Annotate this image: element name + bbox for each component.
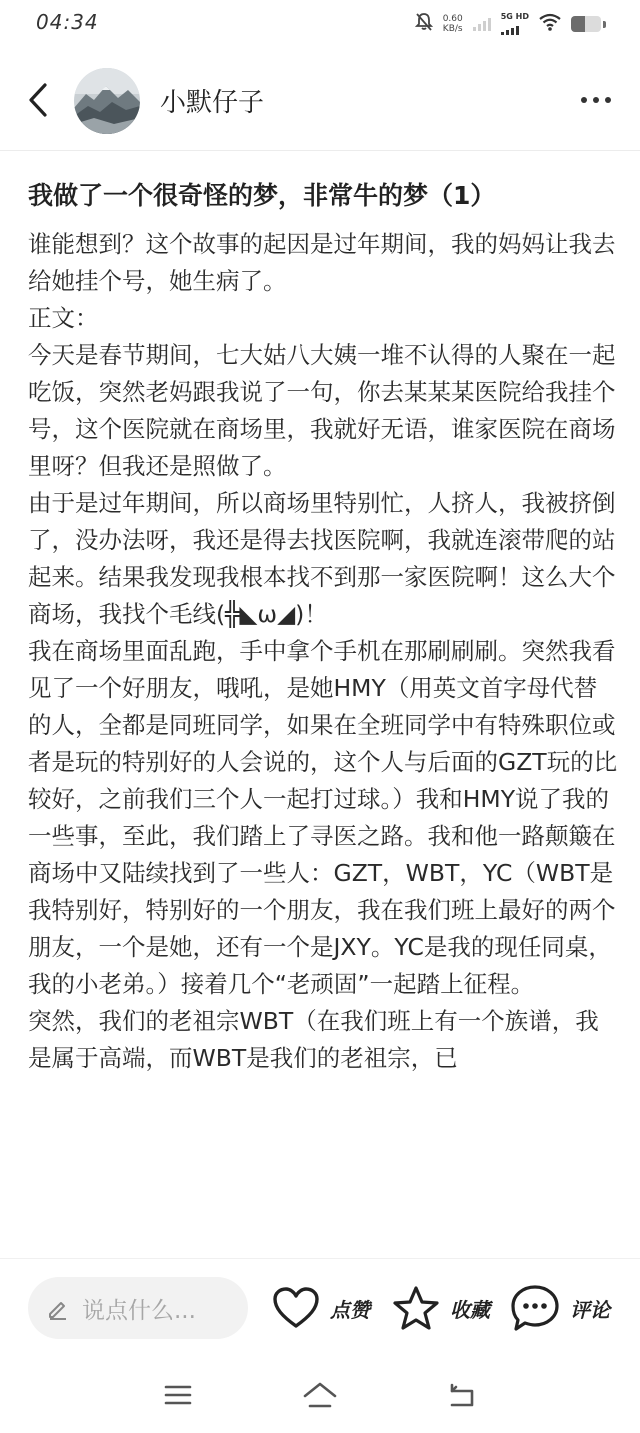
home-icon bbox=[302, 1380, 338, 1410]
return-icon bbox=[446, 1381, 478, 1409]
more-dot-icon bbox=[581, 97, 587, 103]
speech-bubble-icon bbox=[510, 1284, 560, 1332]
status-time: 04:34 bbox=[36, 10, 99, 34]
comment-placeholder: 说点什么... bbox=[82, 1297, 196, 1324]
article-paragraph: 谁能想到？这个故事的起因是过年期间，我的妈妈让我去给她挂个号，她生病了。 bbox=[28, 230, 616, 295]
wifi-icon bbox=[539, 13, 561, 35]
menu-icon bbox=[163, 1383, 193, 1407]
like-button[interactable] bbox=[272, 1283, 370, 1333]
more-dot-icon bbox=[593, 97, 599, 103]
article-paragraph: 我在商场里面乱跑，手中拿个手机在那刷刷刷。突然我看见了一个好朋友，哦吼，是她HMY（用英文首字母代替的人，全都是同班同学，如果在全班同学中有特殊职位或者是玩的特别好的人会说的，这个人与后面的GZT玩的比较好，之前我们三个人一起打过球。）我和HMY说了我的一些事，至此，我们踏上了寻医之路。我和他一路颠簸在商场中又陆续找到了一些人：GZT，WBT，YC（WBT是我特别好，特别好的一个朋友，我在我们班上最好的两个朋友，一个是她，还有一个是JXY。YC是我的现任同桌，我的小老弟。）接着几个“老顽固”一起踏上征程。 bbox=[28, 637, 618, 998]
author-avatar[interactable] bbox=[74, 68, 140, 134]
home-nav-button[interactable] bbox=[300, 1378, 340, 1412]
chevron-left-icon bbox=[27, 82, 49, 118]
header-divider bbox=[0, 150, 640, 151]
action-bar bbox=[0, 1258, 640, 1358]
status-icons bbox=[415, 12, 606, 36]
status-bar bbox=[0, 0, 640, 46]
article-paragraph: 突然，我们的老祖宗WBT（在我们班上有一个族谱，我是属于高端，而WBT是我们的老祖宗，已 bbox=[28, 1007, 599, 1072]
heart-icon bbox=[272, 1286, 320, 1330]
system-nav-bar bbox=[0, 1358, 640, 1433]
author-name[interactable]: 小默仔子 bbox=[160, 88, 265, 118]
signal-5g-icon: 5G HD bbox=[501, 13, 529, 35]
more-options-button[interactable] bbox=[574, 82, 618, 118]
back-button[interactable] bbox=[18, 76, 58, 124]
article-header bbox=[0, 52, 640, 148]
comment-label: 评论 bbox=[570, 1297, 610, 1322]
mute-bell-icon bbox=[415, 12, 433, 36]
comment-button[interactable] bbox=[510, 1283, 610, 1333]
comment-input[interactable] bbox=[28, 1277, 248, 1339]
favorite-button[interactable] bbox=[392, 1283, 490, 1333]
menu-nav-button[interactable] bbox=[158, 1378, 198, 1412]
article-paragraph: 今天是春节期间，七大姑八大姨一堆不认得的人聚在一起吃饭，突然老妈跟我说了一句，你去某某某医院给我挂个号，这个医院就在商场里，我就好无语，谁家医院在商场里呀？但我还是照做了。 bbox=[28, 341, 616, 480]
network-speed: 0.60 KB/s bbox=[442, 14, 463, 34]
article-paragraph: 由于是过年期间，所以商场里特别忙，人挤人，我被挤倒了，没办法呀，我还是得去找医院啊，我就连滚带爬的站起来。结果我发现我根本找不到那一家医院啊！这么大个商场，我找个毛线(╬◣ω◢)！ bbox=[28, 489, 616, 628]
pencil-icon bbox=[46, 1296, 70, 1320]
like-label: 点赞 bbox=[330, 1297, 370, 1322]
favorite-label: 收藏 bbox=[450, 1297, 490, 1322]
article-paragraph: 正文： bbox=[28, 304, 99, 332]
article-title: 我做了一个很奇怪的梦，非常牛的梦（1） bbox=[28, 181, 496, 210]
more-dot-icon bbox=[605, 97, 611, 103]
battery-tip bbox=[603, 21, 606, 28]
signal-sim1-icon bbox=[473, 17, 491, 31]
battery-icon bbox=[571, 16, 601, 32]
star-icon bbox=[392, 1285, 440, 1331]
article-content bbox=[28, 172, 618, 1258]
mountain-landscape-icon bbox=[74, 68, 140, 134]
back-nav-button[interactable] bbox=[442, 1378, 482, 1412]
